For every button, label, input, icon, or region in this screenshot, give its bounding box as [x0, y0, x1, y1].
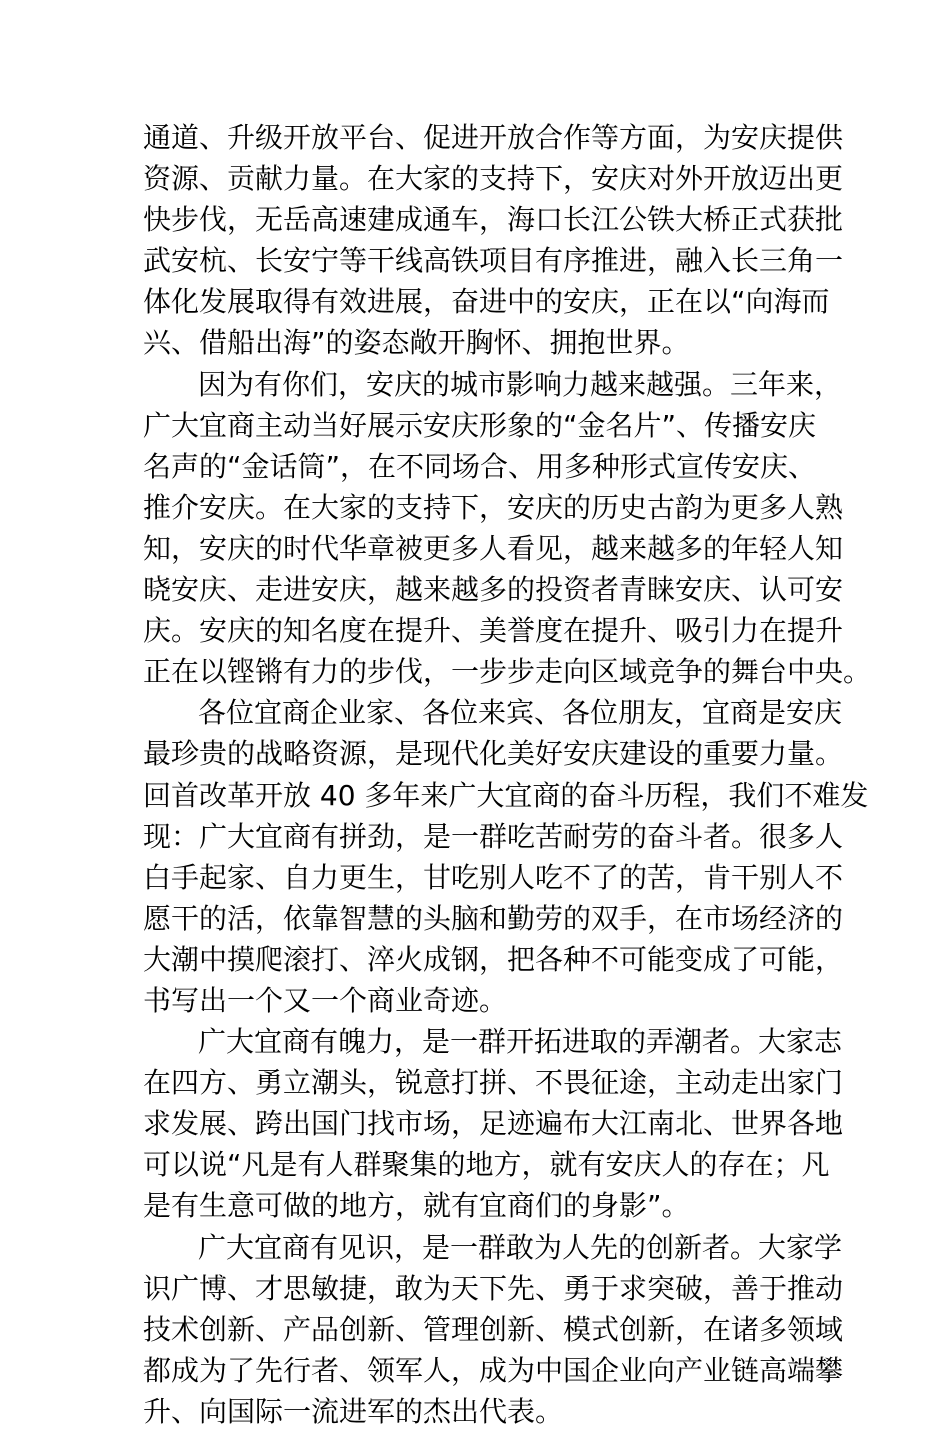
text-line: 都成为了先行者、领军人，成为中国企业向产业链高端攀: [143, 1353, 844, 1387]
text-line: 兴、借船出海”的姿态敞开胸怀、拥抱世界。: [143, 326, 690, 360]
text-line: 大潮中摸爬滚打、淬火成钢，把各种不可能变成了可能，: [143, 942, 844, 976]
text-line: 最珍贵的战略资源，是现代化美好安庆建设的重要力量。: [143, 737, 844, 771]
text-line: 愿干的活，依靠智慧的头脑和勤劳的双手，在市场经济的: [143, 901, 844, 935]
text-line: 因为有你们，安庆的城市影响力越来越强。三年来，: [198, 367, 843, 401]
text-line: 武安杭、长安宁等干线高铁项目有序推进，融入长三角一: [143, 244, 844, 278]
text-line: 各位宜商企业家、各位来宾、各位朋友，宜商是安庆: [198, 696, 843, 730]
text-line: 广大宜商主动当好展示安庆形象的“金名片”、传播安庆: [143, 408, 817, 442]
paragraph-2: [143, 364, 872, 693]
body-text: [143, 117, 872, 1432]
text-line: 书写出一个又一个商业奇迹。: [143, 983, 508, 1017]
paragraph-3: [143, 692, 869, 1021]
text-line: 快步伐，无岳高速建成通车，海口长江公铁大桥正式获批: [143, 203, 844, 237]
text-line: 推介安庆。在大家的支持下，安庆的历史古韵为更多人熟: [143, 490, 844, 524]
text-line: 求发展、跨出国门找市场，足迹遍布大江南北、世界各地: [143, 1107, 844, 1141]
paragraph-1: [143, 117, 844, 364]
paragraph-5: [143, 1227, 844, 1432]
text-line: 白手起家、自力更生，甘吃别人吃不了的苦，肯干别人不: [143, 860, 844, 894]
text-line: 知，安庆的时代华章被更多人看见，越来越多的年轻人知: [143, 531, 844, 565]
text-line: 可以说“凡是有人群聚集的地方，就有安庆人的存在；凡: [143, 1148, 830, 1182]
text-line: 名声的“金话筒”，在不同场合、用多种形式宣传安庆、: [143, 449, 817, 483]
text-line: 是有生意可做的地方，就有宜商们的身影”。: [143, 1189, 690, 1223]
text-line: 庆。安庆的知名度在提升、美誉度在提升、吸引力在提升: [143, 614, 844, 648]
text-line: 在四方、勇立潮头，锐意打拼、不畏征途，主动走出家门: [143, 1066, 844, 1100]
text-line: 技术创新、产品创新、管理创新、模式创新，在诸多领域: [143, 1312, 844, 1346]
text-line: 资源、贡献力量。在大家的支持下，安庆对外开放迈出更: [143, 162, 844, 196]
text-line: 升、向国际一流进军的杰出代表。: [143, 1394, 564, 1428]
text-line: 晓安庆、走进安庆，越来越多的投资者青睐安庆、认可安: [143, 573, 844, 607]
text-line: 现：广大宜商有拼劲，是一群吃苦耐劳的奋斗者。很多人: [143, 819, 844, 853]
text-line: 通道、升级开放平台、促进开放合作等方面，为安庆提供: [143, 121, 844, 154]
paragraph-4: [143, 1021, 844, 1226]
text-line: 广大宜商有魄力，是一群开拓进取的弄潮者。大家志: [198, 1025, 843, 1059]
text-line: 正在以铿锵有力的步伐，一步步走向区域竞争的舞台中央。: [143, 655, 872, 689]
text-line: 回首改革开放 40 多年来广大宜商的奋斗历程，我们不难发: [143, 778, 869, 812]
text-line: 体化发展取得有效进展，奋进中的安庆，正在以“向海而: [143, 285, 830, 319]
text-line: 广大宜商有见识，是一群敢为人先的创新者。大家学: [198, 1230, 843, 1264]
text-line: 识广博、才思敏捷，敢为天下先、勇于求突破，善于推动: [143, 1271, 844, 1305]
